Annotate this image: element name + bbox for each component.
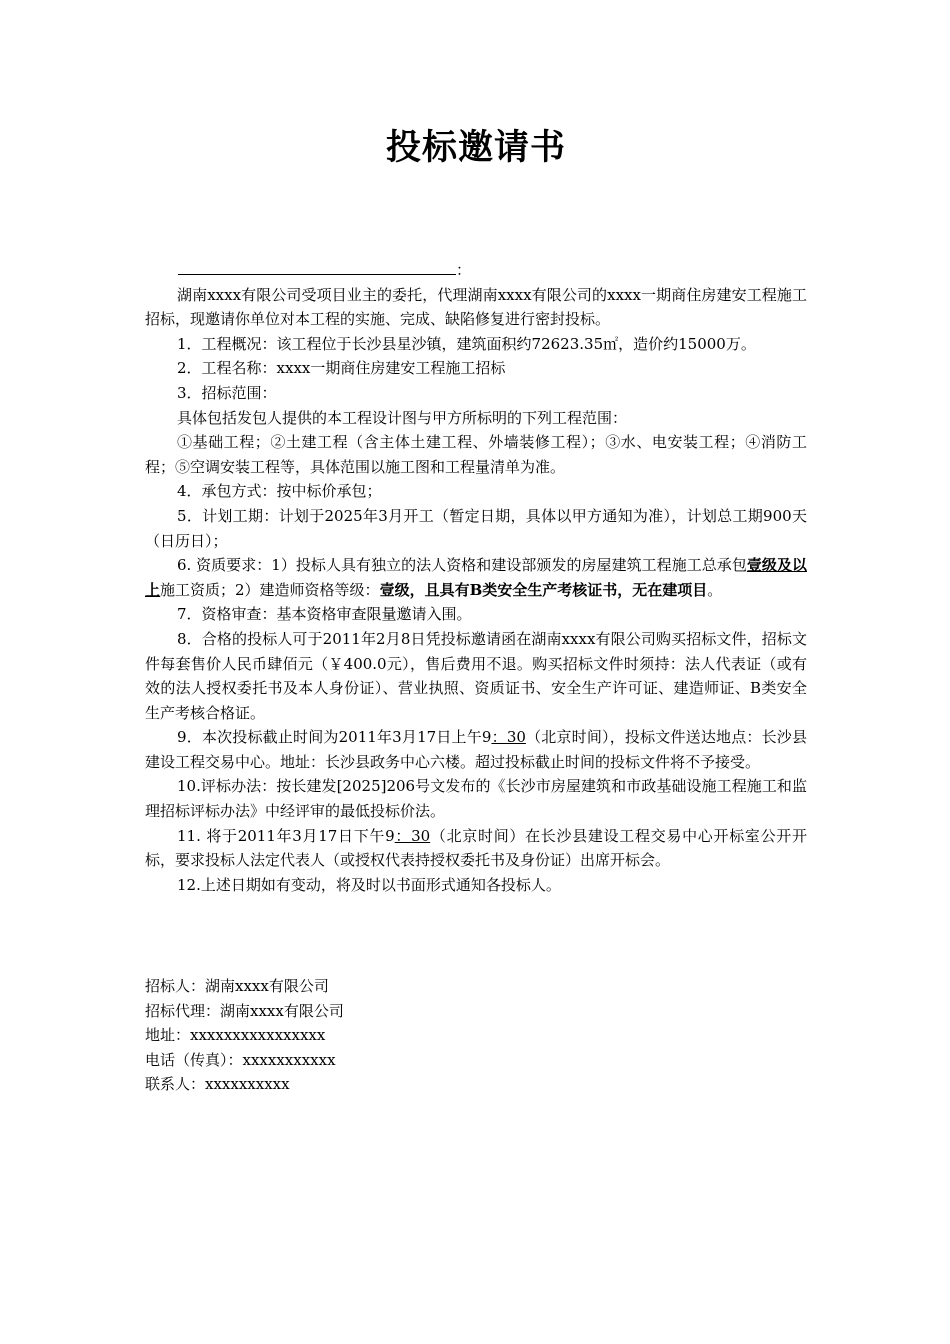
item-11-time: ：30 <box>394 826 431 845</box>
item-11 <box>145 824 807 873</box>
agent-line: 招标代理：湖南xxxx有限公司 <box>145 1001 344 1020</box>
item-9 <box>145 725 807 774</box>
item-7: 7．资格审查：基本资格审查限量邀请入围。 <box>177 605 472 624</box>
item-11-text-c: （北京时间）在长沙县建设工程交易中心开标室公开开标，要求投标人法定代表人（或授权代表持授权委托书及身份证）出席开标会。 <box>145 826 807 870</box>
item-6-text-a: 6. 资质要求：1）投标人具有独立的法人资格和建设部颁发的房屋建筑工程施工总承包 <box>177 556 747 575</box>
item-3: 3．招标范围： <box>177 383 277 402</box>
item-3-list: ①基础工程；②土建工程（含主体土建工程、外墙装修工程）；③水、电安装工程；④消防工程；⑤空调安装工程等，具体范围以施工图和工程量清单为准。 <box>145 433 807 476</box>
item-10: 10.评标办法：按长建发[2025]206号文发布的《长沙市房屋建筑和市政基础设施工程施工和监理招标评标办法》中经评审的最低投标价法。 <box>145 777 807 821</box>
item-5: 5．计划工期：计划于2025年3月开工（暂定日期，具体以甲方通知为准），计划总工期900天（日历日）； <box>145 506 807 550</box>
phone-line: 电话（传真）：xxxxxxxxxxx <box>145 1050 336 1069</box>
contact-line: 联系人：xxxxxxxxxx <box>145 1075 290 1094</box>
signature-block <box>145 974 344 1097</box>
item-3-desc: 具体包括发包人提供的本工程设计图与甲方所标明的下列工程范围： <box>177 408 628 427</box>
item-11-text-a: 11. 将于2011年3月17日下午9 <box>177 826 395 845</box>
item-6-text-c: 施工资质；2）建造师资格等级： <box>160 580 380 599</box>
address-line: 地址：xxxxxxxxxxxxxxxx <box>145 1026 326 1045</box>
document-title: 投标邀请书 <box>385 127 566 168</box>
addressee-line <box>145 258 807 283</box>
item-2: 2．工程名称：xxxx一期商住房建安工程施工招标 <box>177 359 506 378</box>
intro-paragraph: 湖南xxxx有限公司受项目业主的委托，代理湖南xxxx有限公司的xxxx一期商住房建安工程施工招标，现邀请你单位对本工程的实施、完成、缺陷修复进行密封投标。 <box>145 285 807 329</box>
item-9-text-c: （北京时间），投标文件送达地点：长沙县建设工程交易中心。地址：长沙县政务中心六楼。超过投标截止时间的投标文件将不予接受。 <box>145 728 807 771</box>
item-12: 12.上述日期如有变动，将及时以书面形式通知各投标人。 <box>177 875 561 894</box>
addressee-colon: ： <box>456 261 472 279</box>
item-9-text-a: 9．本次投标截止时间为2011年3月17日上午9 <box>177 728 492 747</box>
item-6 <box>145 553 807 602</box>
tenderer-line: 招标人：湖南xxxx有限公司 <box>145 977 329 995</box>
document-body <box>145 258 807 897</box>
item-6-text-e: 。 <box>707 580 723 599</box>
item-9-time: ：30 <box>491 728 526 747</box>
item-8: 8．合格的投标人可于2011年2月8日凭投标邀请函在湖南xxxx有限公司购买招标文件，招标文件每套售价人民币肆佰元（￥400.0元），售后费用不退。购买招标文件时须持：法人代表证（或有效的法人授权委托书及本人身份证）、营业执照、资质证书、安全生产许可证、建造师证、B类安全生产考核合格证。 <box>145 629 807 722</box>
item-6-grade: 壹级及以上 <box>145 556 807 599</box>
item-6-requirement: 壹级，且具有B类安全生产考核证书，无在建项目 <box>379 580 708 599</box>
item-1: 1．工程概况：该工程位于长沙县星沙镇，建筑面积约72623.35㎡，造价约15000万。 <box>177 334 756 353</box>
addressee-blank <box>178 259 456 275</box>
item-4: 4．承包方式：按中标价承包； <box>177 482 382 501</box>
